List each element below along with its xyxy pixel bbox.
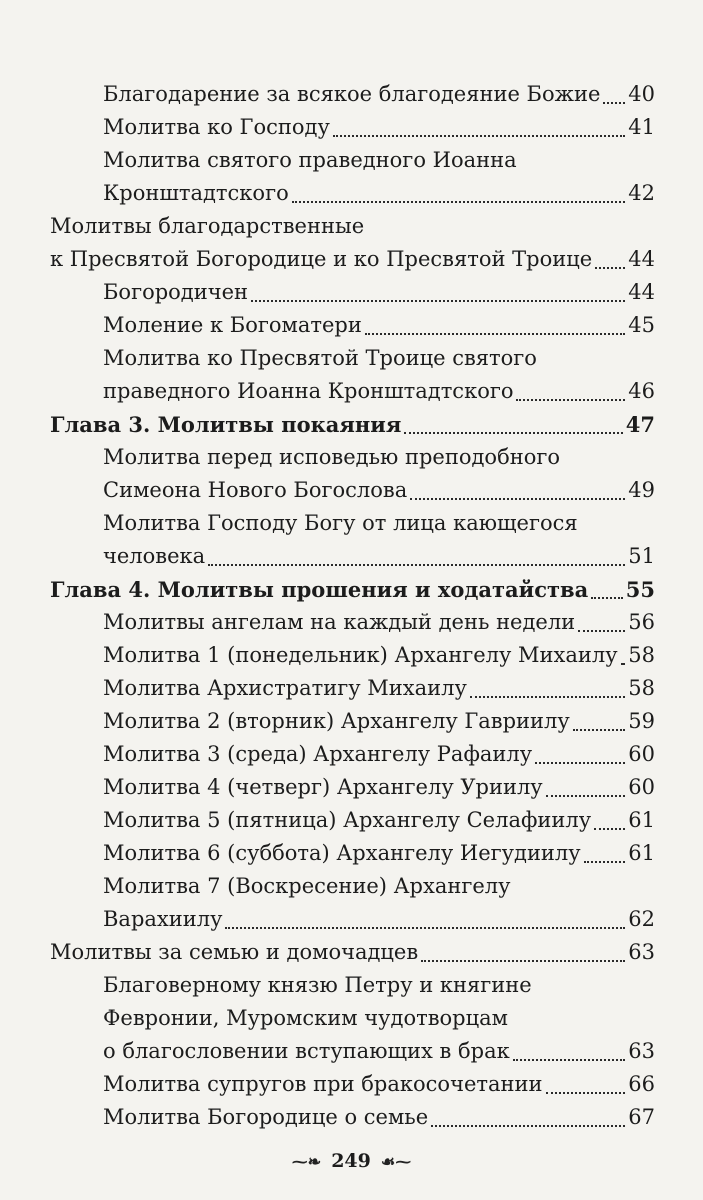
- ornament-right-icon: ☙⁓: [380, 1152, 412, 1171]
- dot-leader: [594, 826, 625, 830]
- toc-entry-line: Молитва ко Пресвятой Троице святого: [103, 346, 537, 370]
- toc-entry-line: Молитва перед исповедью преподобного: [103, 445, 560, 469]
- toc-entry: Богородичен 44: [103, 276, 655, 309]
- page-number: 58: [628, 676, 655, 700]
- dot-leader: [603, 100, 625, 104]
- dot-leader: [578, 628, 625, 632]
- toc-entry: Молитва 2 (вторник) Архангелу Гавриилу 59: [103, 705, 655, 738]
- page-number: 47: [625, 412, 655, 437]
- page-folio: [0, 1150, 703, 1172]
- dot-leader: [516, 397, 625, 401]
- page-number: 58: [628, 643, 655, 667]
- toc-entry: Молитва Богородице о семье 67: [103, 1101, 655, 1134]
- toc-entry: Молитва 3 (среда) Архангелу Рафаилу 60: [103, 738, 655, 771]
- page-number: 63: [628, 940, 655, 964]
- page-number: 66: [628, 1072, 655, 1096]
- page-number: 63: [628, 1039, 655, 1063]
- toc-chapter: Глава 4. Молитвы прошения и ходатайства 55: [50, 573, 655, 606]
- toc-chapter: Глава 3. Молитвы покаяния 47: [50, 408, 655, 441]
- toc-entry: Варахиилу 62: [103, 903, 655, 936]
- dot-leader: [410, 496, 625, 500]
- toc-entry-line: Благоверному князю Петру и княгине: [103, 973, 532, 997]
- dot-leader: [573, 727, 626, 731]
- toc-entry: Молитва Архистратигу Михаилу 58: [103, 672, 655, 705]
- page-number: 62: [628, 907, 655, 931]
- page-number: 67: [628, 1105, 655, 1129]
- dot-leader: [421, 958, 625, 962]
- page-number: 60: [628, 775, 655, 799]
- toc-section-line: Молитвы благодарственные: [50, 214, 365, 238]
- dot-leader: [292, 199, 626, 203]
- dot-leader: [470, 694, 625, 698]
- dot-leader: [546, 793, 626, 797]
- toc-section: к Пресвятой Богородице и ко Пресвятой Троице 44: [50, 243, 655, 276]
- page-number: 51: [628, 544, 655, 568]
- toc-entry: Молитва 1 (понедельник) Архангелу Михаилу 58: [103, 639, 655, 672]
- dot-leader: [251, 298, 625, 302]
- toc-entry: Молитвы ангелам на каждый день недели 56: [103, 606, 655, 639]
- page-number: 60: [628, 742, 655, 766]
- dot-leader: [621, 661, 626, 665]
- toc-section: Молитвы за семью и домочадцев 63: [50, 936, 655, 969]
- page-number: 55: [625, 577, 655, 602]
- toc-entry: о благословении вступающих в брак 63: [103, 1035, 655, 1068]
- page-number: 40: [628, 82, 655, 106]
- toc-entry: Моление к Богоматери 45: [103, 309, 655, 342]
- toc-entry: Молитва 4 (четверг) Архангелу Уриилу 60: [103, 771, 655, 804]
- page-number: 61: [628, 841, 655, 865]
- toc-entry: Молитва 5 (пятница) Архангелу Селафиилу 61: [103, 804, 655, 837]
- page-number: 46: [628, 379, 655, 403]
- dot-leader: [595, 265, 625, 269]
- toc-entry-line: Молитва Господу Богу от лица кающегося: [103, 511, 578, 535]
- page-number: 49: [628, 478, 655, 502]
- dot-leader: [513, 1057, 626, 1061]
- ornament-left-icon: ⁓❧: [291, 1152, 322, 1171]
- dot-leader: [535, 760, 625, 764]
- toc-entry-line: Молитва святого праведного Иоанна: [103, 148, 517, 172]
- folio-number: 249: [331, 1150, 371, 1172]
- dot-leader: [333, 133, 625, 137]
- toc-entry: человека 51: [103, 540, 655, 573]
- dot-leader: [404, 430, 622, 434]
- dot-leader: [208, 562, 625, 566]
- dot-leader: [225, 925, 625, 929]
- page-number: 44: [628, 280, 655, 304]
- page-number: 61: [628, 808, 655, 832]
- page-number: 44: [628, 247, 655, 271]
- page-number: 59: [628, 709, 655, 733]
- dot-leader: [546, 1090, 626, 1094]
- toc-entry: праведного Иоанна Кронштадтского 46: [103, 375, 655, 408]
- toc-entry-line: Молитва 7 (Воскресение) Архангелу: [103, 874, 511, 898]
- toc-entry: Молитва 6 (суббота) Архангелу Иегудиилу 61: [103, 837, 655, 870]
- toc-entry-line: Февронии, Муромским чудотворцам: [103, 1006, 508, 1030]
- toc-entry: Молитва супругов при бракосочетании 66: [103, 1068, 655, 1101]
- toc-entry: Благодарение за всякое благодеяние Божие 40: [103, 78, 655, 111]
- dot-leader: [431, 1123, 625, 1127]
- page-number: 41: [628, 115, 655, 139]
- toc-entry: Молитва ко Господу 41: [103, 111, 655, 144]
- dot-leader: [365, 331, 625, 335]
- page-number: 45: [628, 313, 655, 337]
- page-number: 42: [628, 181, 655, 205]
- toc-entry: Симеона Нового Богослова 49: [103, 474, 655, 507]
- dot-leader: [584, 859, 626, 863]
- page-number: 56: [628, 610, 655, 634]
- toc-entry: Кронштадтского 42: [103, 177, 655, 210]
- dot-leader: [591, 595, 623, 599]
